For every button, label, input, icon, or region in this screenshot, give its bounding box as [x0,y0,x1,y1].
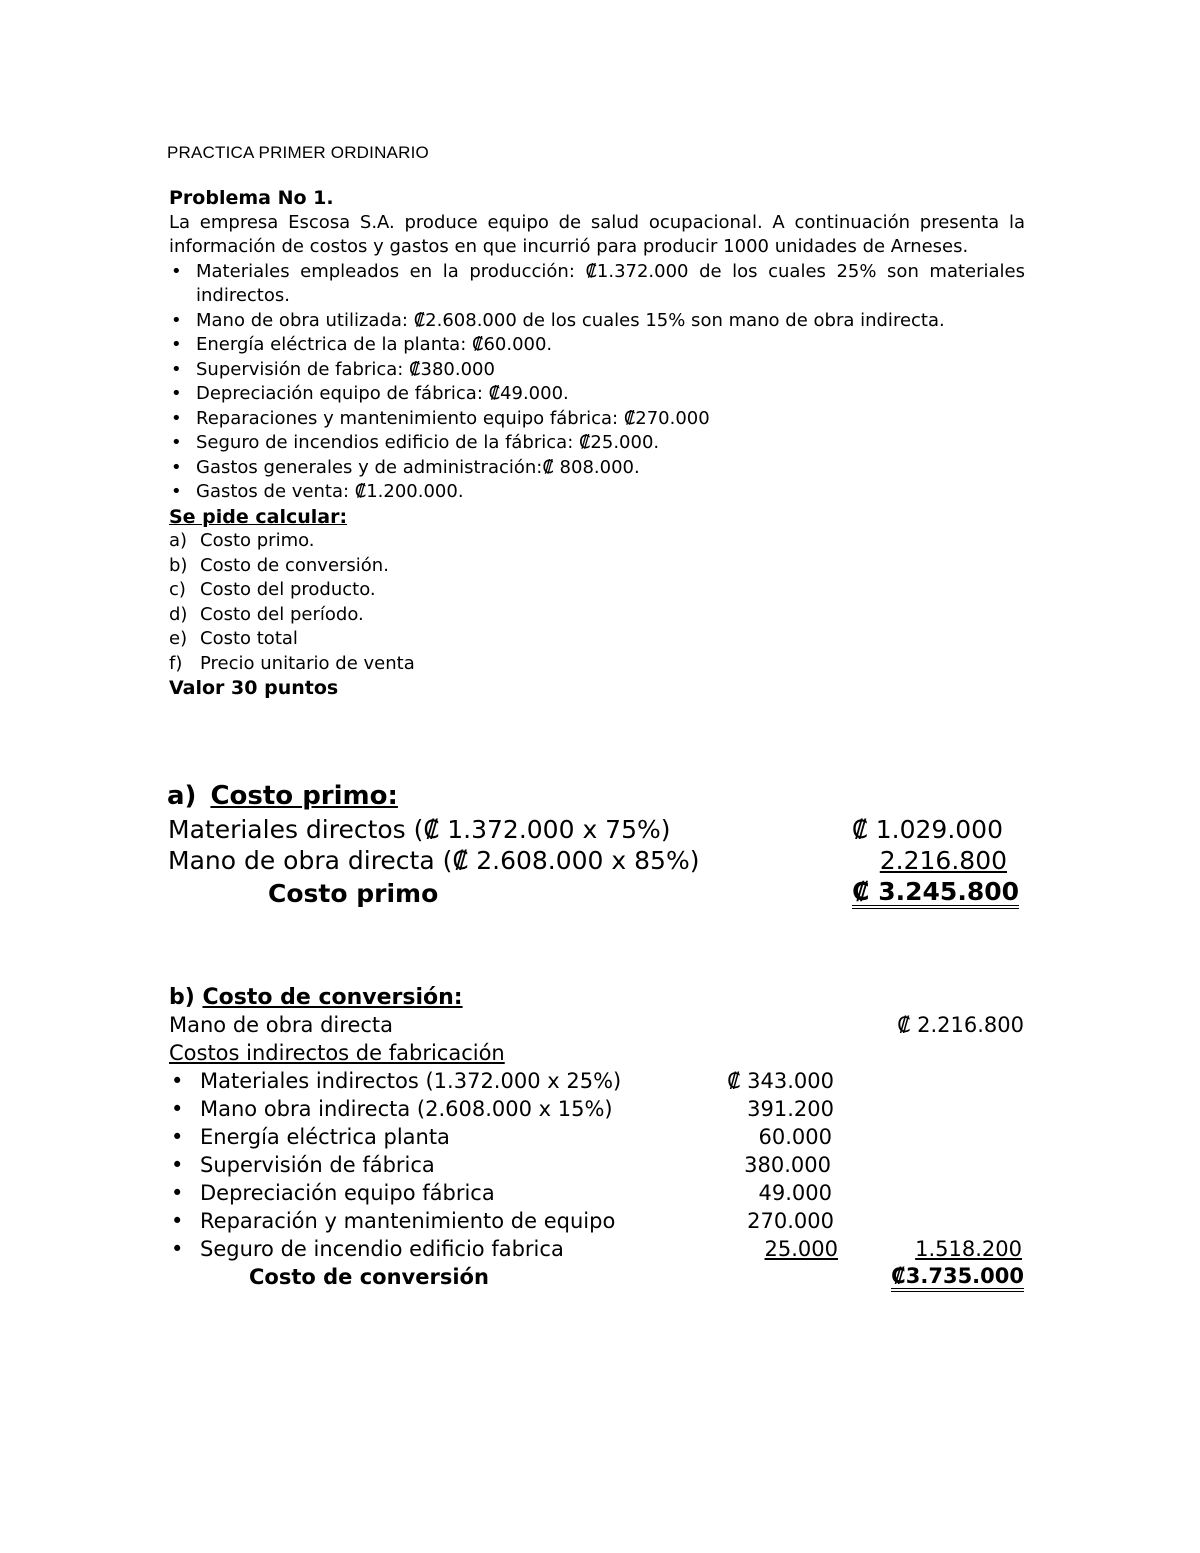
option-letter: b) [169,554,188,576]
ask-heading: Se pide calcular: [169,505,348,528]
cif-item-amount: ₡ 343.000 [727,1069,834,1093]
bullet-icon: • [171,1097,184,1121]
section-a-title [167,781,398,811]
points-value: Valor 30 puntos [169,677,339,699]
option-letter: e) [169,628,188,649]
cif-item-amount: 25.000 [764,1237,838,1261]
option-text: Costo del período. [200,603,364,625]
section-a-label: a) [167,781,197,811]
option-letter: c) [169,579,186,600]
option-letter: f) [169,652,183,674]
list-item: • Depreciación equipo de fábrica: ₡49.000. [169,382,1025,407]
cif-item-desc: Energía eléctrica planta [200,1125,450,1149]
section-b-title [169,985,463,1010]
option-text: Costo de conversión. [200,554,389,576]
cost-items-list [169,260,1025,505]
costo-primo-total-amount: ₡ 3.245.800 [852,879,1019,909]
cif-item-amount: 391.200 [747,1097,834,1121]
section-a-heading: Costo primo: [210,781,398,811]
list-item: • Seguro de incendios edificio de la fábrica: ₡25.000. [169,431,1025,456]
cif-heading: Costos indirectos de fabricación [169,1041,505,1065]
section-b-label: b) [169,985,195,1010]
cif-item-amount: 60.000 [758,1125,832,1149]
list-item: • Mano de obra utilizada: ₡2.608.000 de los cuales 15% son mano de obra indirecta. [169,309,1025,334]
option-letter: d) [169,603,188,625]
option-c [169,578,1025,603]
costo-primo-row-amount: ₡ 1.029.000 [851,815,1003,844]
list-item: • Energía eléctrica de la planta: ₡60.000. [169,333,1025,358]
bullet-icon: • [171,1125,184,1149]
cif-item-desc: Supervisión de fábrica [200,1153,435,1177]
cif-item-desc: Depreciación equipo fábrica [200,1181,495,1205]
option-letter: a) [169,530,188,551]
option-b [169,554,1025,579]
list-item: • Reparaciones y mantenimiento equipo fábrica: ₡270.000 [169,407,1025,432]
mod-amount: ₡ 2.216.800 [897,1013,1024,1037]
costo-primo-row-desc: Mano de obra directa (₡ 2.608.000 x 85%) [168,846,700,875]
bullet-icon: • [171,1209,184,1233]
cif-item-desc: Reparación y mantenimiento de equipo [200,1209,616,1233]
list-item: • Supervisión de fabrica: ₡380.000 [169,358,1025,383]
section-b-heading: Costo de conversión: [202,985,463,1010]
bullet-icon: • [171,1237,184,1261]
problem-intro: La empresa Escosa S.A. produce equipo de salud ocupacional. A continuación presenta la información de costos y gastos en que incurrió para producir 1000 unidades de Arneses. [169,211,1025,257]
costo-primo-row-amount: 2.216.800 [879,846,1007,875]
problem-statement [169,186,1025,701]
costo-primo-total-label: Costo primo [268,879,439,908]
bullet-icon: • [171,1181,184,1205]
option-text: Costo primo. [200,530,315,551]
option-e [169,627,1025,652]
option-text: Costo del producto. [200,579,376,600]
mod-label: Mano de obra directa [169,1013,394,1037]
option-d [169,603,1025,628]
costo-primo-row-desc: Materiales directos (₡ 1.372.000 x 75%) [168,815,671,844]
bullet-icon: • [171,1153,184,1177]
bullet-icon: • [171,1069,184,1093]
problem-title: Problema No 1. [169,187,334,209]
option-f [169,652,1025,677]
conversion-total-amount: ₡3.735.000 [891,1265,1024,1292]
list-item: • Materiales empleados en la producción: ₡1.372.000 de los cuales 25% son materiales indirectos. [169,260,1025,309]
page-heading: PRACTICA PRIMER ORDINARIO [167,143,429,162]
cif-item-desc: Mano obra indirecta (2.608.000 x 15%) [200,1097,613,1121]
cif-item-amount: 270.000 [747,1209,834,1233]
cif-total-amount: 1.518.200 [915,1237,1022,1261]
cif-item-amount: 380.000 [744,1153,831,1177]
option-text: Costo total [200,628,298,649]
cif-item-desc: Seguro de incendio edificio fabrica [200,1237,564,1261]
option-text: Precio unitario de venta [200,652,415,674]
conversion-total-label: Costo de conversión [249,1265,489,1289]
cif-item-amount: 49.000 [758,1181,832,1205]
option-a [169,529,1025,554]
list-item: • Gastos de venta: ₡1.200.000. [169,480,1025,505]
list-item: • Gastos generales y de administración:₡ 808.000. [169,456,1025,481]
cif-item-desc: Materiales indirectos (1.372.000 x 25%) [200,1069,622,1093]
